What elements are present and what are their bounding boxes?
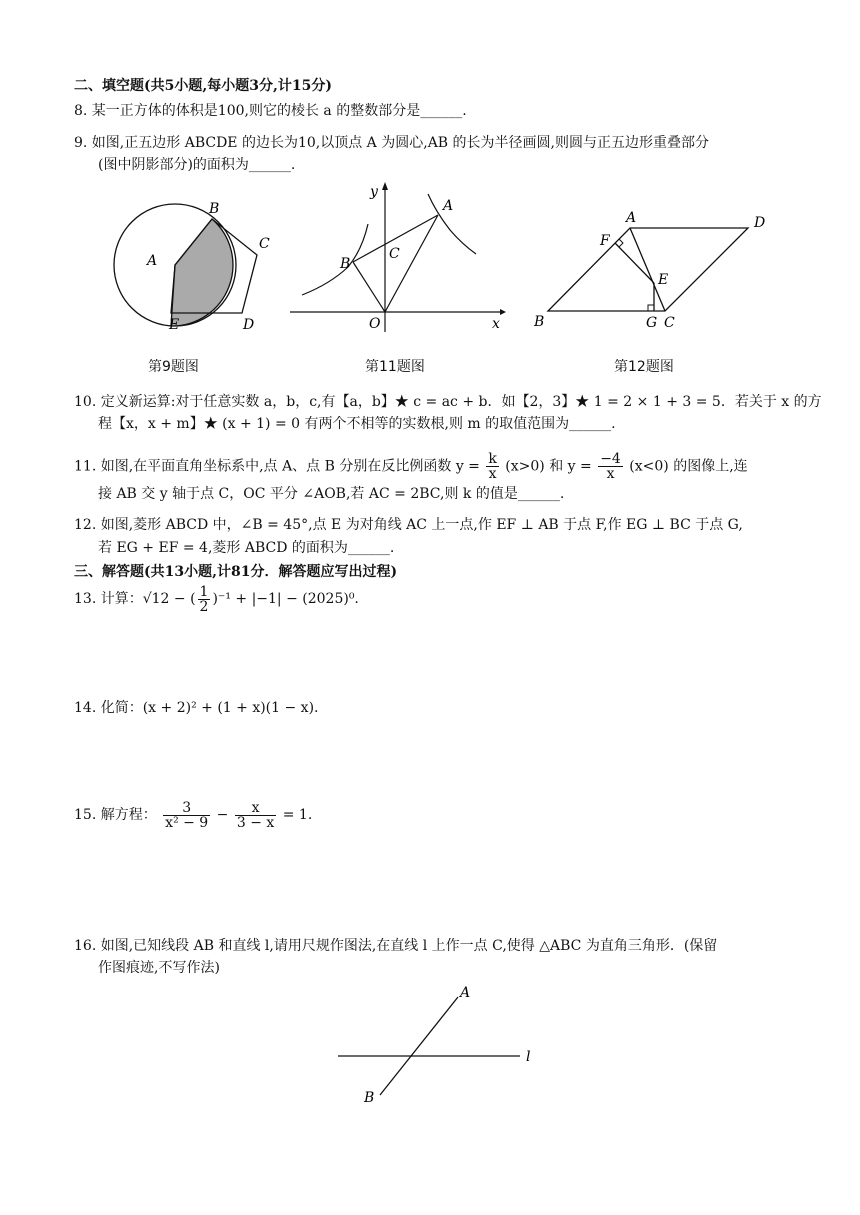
q11-f1-num: k [488, 451, 497, 467]
fig9-label-d: D [243, 317, 255, 333]
fig12-label-b: B [534, 314, 545, 330]
q15-f2-den: 3 − x [236, 814, 275, 831]
q11-f2-den: x [606, 466, 615, 482]
fig11-label-b: B [340, 256, 351, 272]
fig12-label-a: A [626, 210, 637, 226]
q11-pre: 11. 如图,在平面直角坐标系中,点 A、点 B 分别在反比例函数 y = [74, 458, 480, 475]
q15-f1-den: x² − 9 [165, 814, 209, 831]
q13-f-den: 2 [199, 598, 209, 615]
figure-16 [330, 985, 550, 1110]
figure-12 [530, 208, 770, 333]
fig11-label-a: A [443, 198, 454, 214]
q13-fraction-one-half [198, 585, 211, 614]
q13-f-num: 1 [199, 583, 209, 600]
question-8: 8. 某一正方体的体积是100,则它的棱长 a 的整数部分是______. [74, 103, 467, 119]
question-12-line1: 12. 如图,菱形 ABCD 中，∠B = 45°,点 E 为对角线 AC 上一点,作 EF ⊥ AB 于点 F,作 EG ⊥ BC 于点 G, [74, 517, 743, 533]
fig12-diagonal-ac [630, 228, 665, 311]
q11-fraction-k-over-x [486, 452, 498, 481]
fig11-label-o: O [369, 316, 381, 332]
question-11-line2: 接 AB 交 y 轴于点 C，OC 平分 ∠AOB,若 AC = 2BC,则 k 的值是______. [98, 486, 565, 502]
fig9-label-b: B [209, 201, 220, 217]
fig11-label-x: x [492, 316, 500, 332]
question-14: 14. 化简：(x + 2)² + (1 + x)(1 − x). [74, 700, 319, 716]
q11-f2-num: −4 [600, 451, 621, 467]
q11-post: (x<0) 的图像上,连 [629, 458, 748, 475]
question-10-line1: 10. 定义新运算:对于任意实数 a，b，c,有【a，b】★ c = ac + b．如【2，3】★ 1 = 2 × 1 + 3 = 5．若关于 x 的方 [74, 394, 822, 410]
question-12-line2: 若 EG + EF = 4,菱形 ABCD 的面积为______. [98, 540, 395, 556]
q11-mid: (x>0) 和 y = [505, 458, 592, 475]
fig12-right-angle-g [648, 305, 654, 311]
fig16-label-a: A [460, 985, 471, 1001]
fig11-segment-ob [353, 262, 385, 312]
question-10-line2: 程【x，x + m】★ (x + 1) = 0 有两个不相等的实数根,则 m 的取值范围为______. [98, 416, 616, 432]
fig16-segment-ab [380, 997, 458, 1095]
figure-9 [95, 195, 275, 345]
fig12-segment-ef [615, 243, 654, 283]
fig11-caption: 第11题图 [365, 359, 425, 375]
q13-post: )⁻¹ + |−1| − (2025)⁰. [212, 591, 359, 607]
q15-fraction-2 [235, 801, 276, 830]
fig16-label-b: B [364, 1090, 375, 1106]
fig12-label-f: F [600, 233, 610, 249]
question-11-line1 [74, 452, 748, 481]
q15-minus: − [216, 807, 229, 823]
question-9-line2: (图中阴影部分)的面积为______. [98, 157, 296, 173]
q15-post: = 1. [282, 807, 313, 823]
fig12-right-angle-f [619, 239, 623, 247]
question-9-line1: 9. 如图,正五边形 ABCDE 的边长为10,以顶点 A 为圆心,AB 的长为半径画圆,则圆与正五边形重叠部分 [74, 135, 709, 151]
fig12-label-e: E [658, 272, 669, 288]
fig9-caption: 第9题图 [148, 359, 199, 375]
fig11-x-arrow [500, 309, 506, 315]
question-16-line1: 16. 如图,已知线段 AB 和直线 l,请用尺规作图法,在直线 l 上作一点 C,使得 △ABC 为直角三角形．(保留 [74, 938, 718, 954]
question-15 [74, 798, 312, 832]
question-16-line2: 作图痕迹,不写作法) [98, 960, 220, 976]
fig9-label-e: E [169, 317, 180, 333]
fig12-label-c: C [664, 315, 675, 331]
fig11-y-arrow [382, 182, 388, 190]
fig9-label-a: A [147, 253, 158, 269]
q15-f1-num: 3 [163, 801, 210, 816]
fig12-label-g: G [646, 315, 658, 331]
q15-fraction-1 [163, 801, 210, 830]
fig11-label-y: y [370, 184, 378, 200]
q13-pre: 13. 计算：√12 − ( [74, 591, 196, 607]
q15-pre: 15. 解方程： [74, 807, 157, 823]
fig16-label-l: l [526, 1049, 531, 1065]
q15-f2-num: x [235, 801, 276, 816]
fig12-caption: 第12题图 [614, 359, 674, 375]
fig9-label-c: C [259, 236, 270, 252]
section-fill-header: 二、填空题(共5小题,每小题3分,计15分) [74, 78, 332, 94]
q11-f1-den: x [488, 466, 497, 482]
section-solve-header: 三、解答题(共13小题,计81分．解答题应写出过程) [74, 564, 398, 580]
fig12-label-d: D [754, 215, 766, 231]
q11-fraction-neg4-over-x [598, 452, 623, 481]
fig9-shaded-sector [171, 219, 233, 326]
fig11-label-c: C [389, 246, 400, 262]
figure-11 [290, 182, 510, 337]
question-13 [74, 584, 359, 614]
